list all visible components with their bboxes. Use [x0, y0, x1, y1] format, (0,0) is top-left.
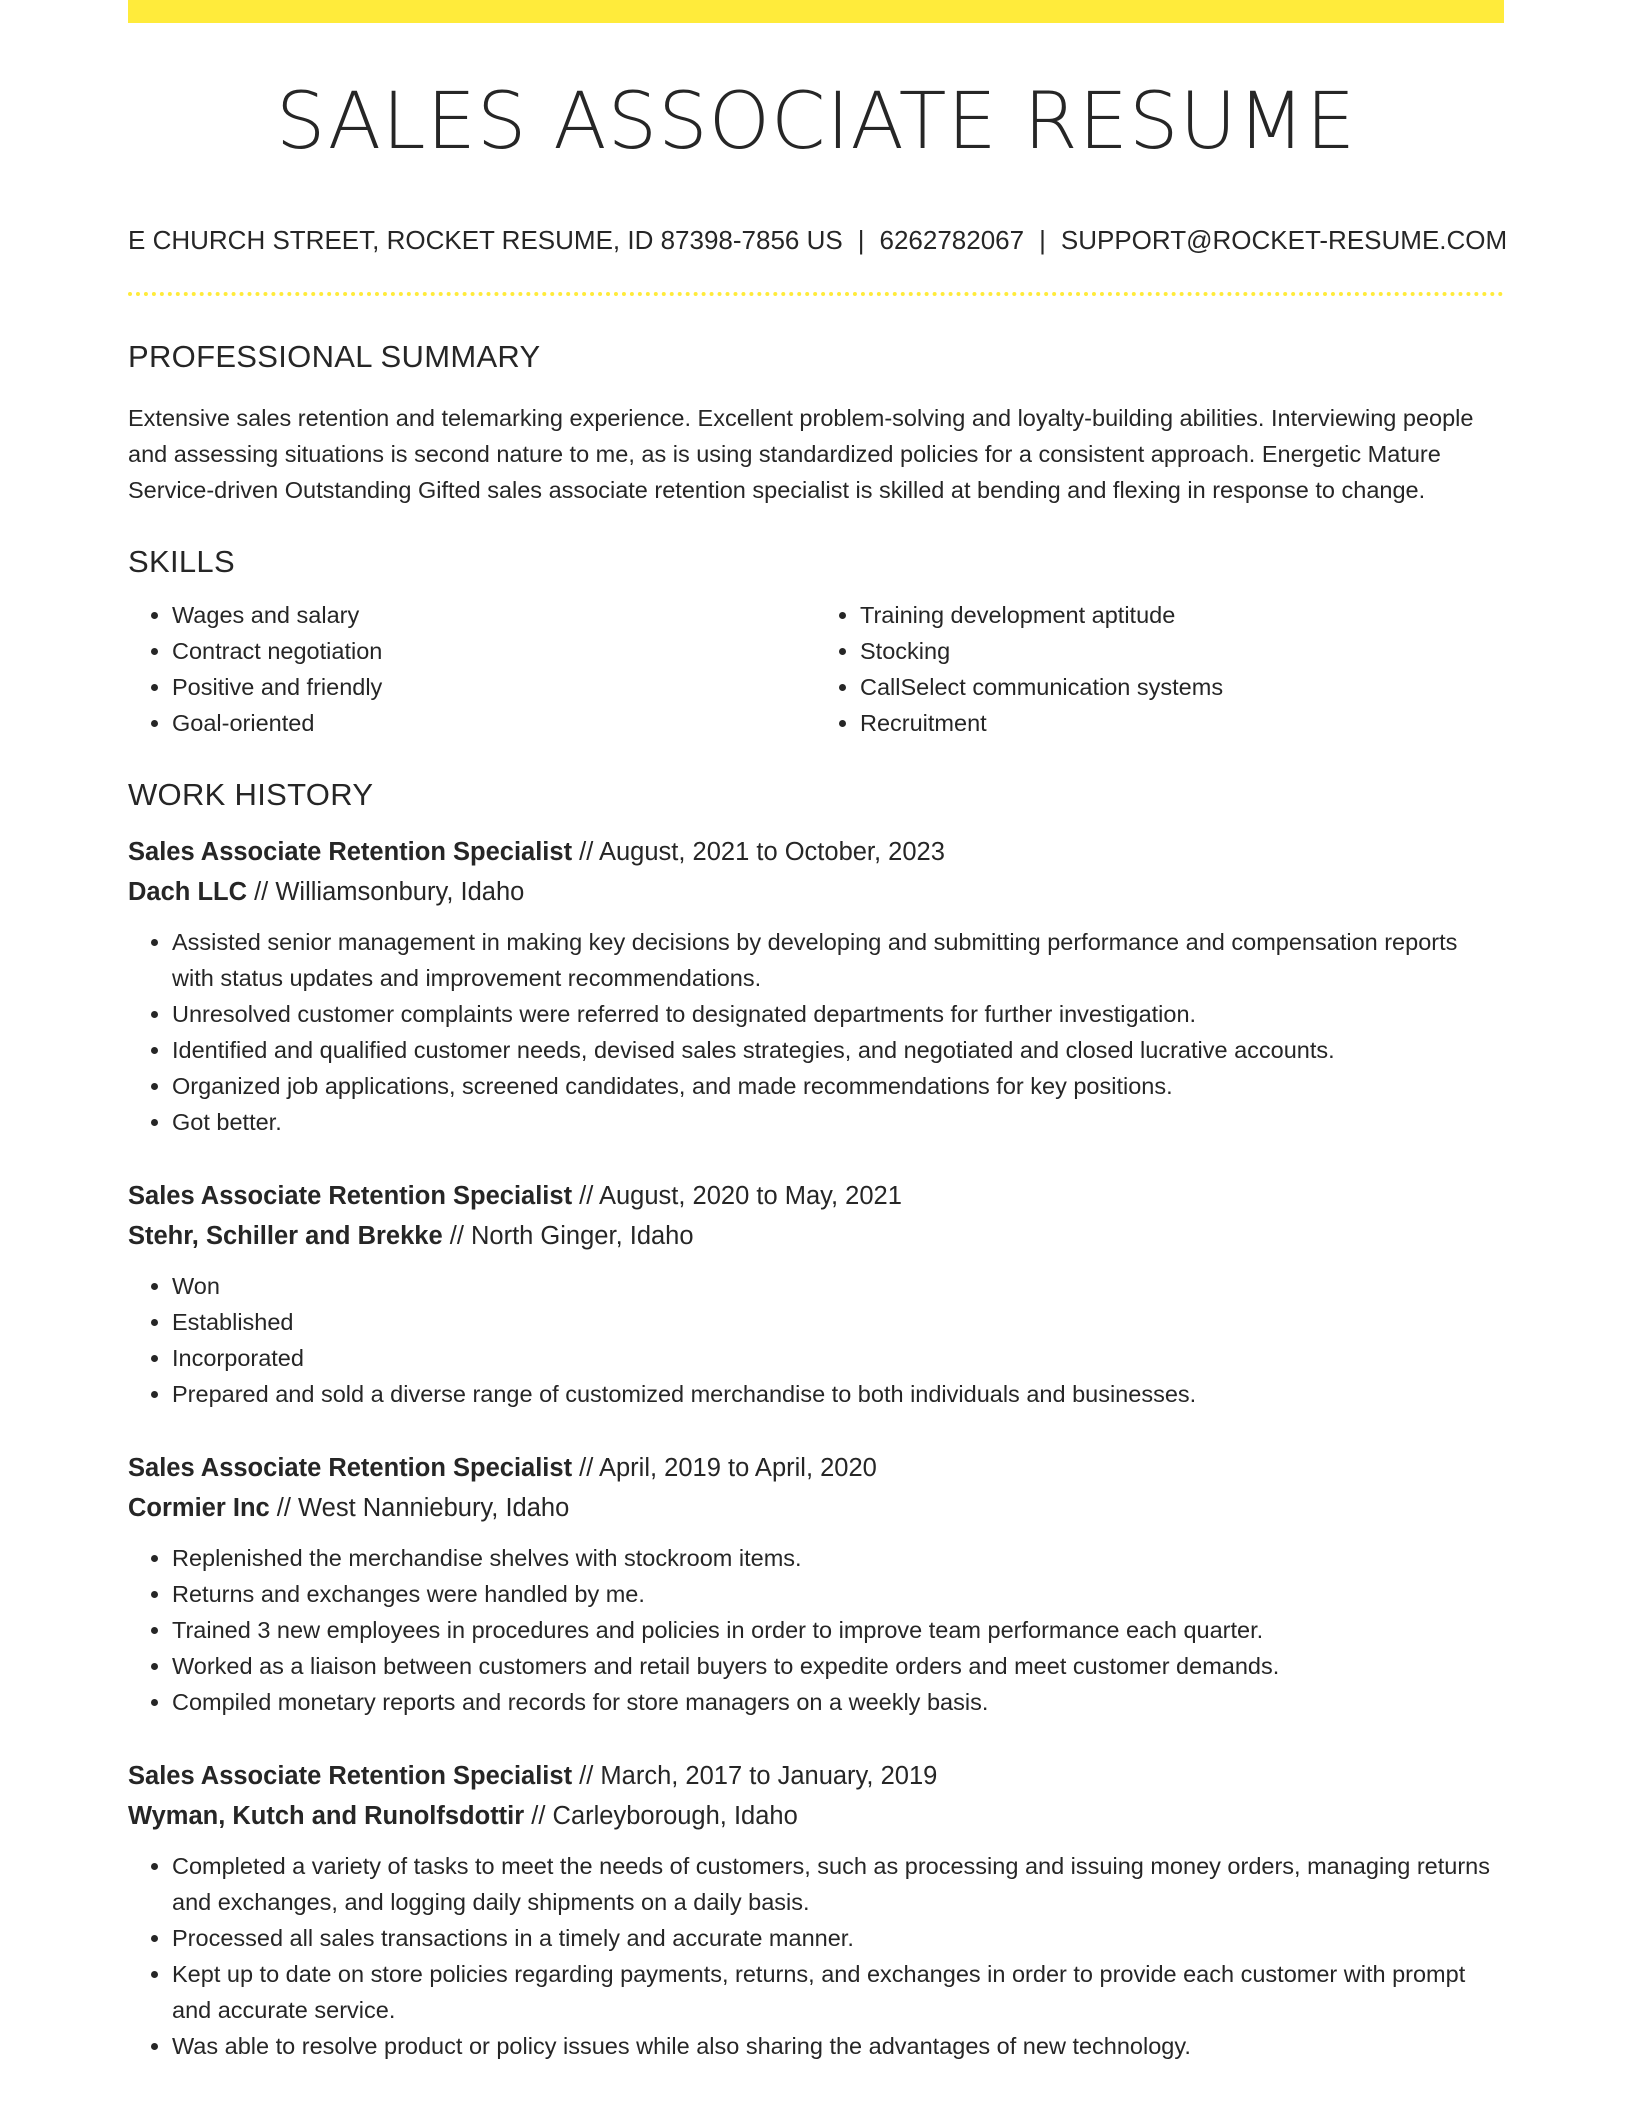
skill-item: • CallSelect communication systems — [860, 669, 1504, 705]
skill-item: • Contract negotiation — [172, 633, 816, 669]
contact-line — [128, 225, 1508, 255]
job-title-line — [128, 832, 1504, 872]
job-bullets — [128, 1268, 1504, 1412]
skills-left-list — [128, 597, 816, 741]
job-entry — [128, 1176, 1504, 1412]
dotted-divider — [128, 292, 1504, 296]
job-bullet: • Trained 3 new employees in procedures and policies in order to improve team performance each quarter. — [172, 1612, 1504, 1648]
job-bullet: • Compiled monetary reports and records for store managers on a weekly basis. — [172, 1684, 1504, 1720]
job-bullet: • Prepared and sold a diverse range of customized merchandise to both individuals and businesses. — [172, 1376, 1504, 1412]
job-bullet: • Organized job applications, screened candidates, and made recommendations for key positions. — [172, 1068, 1504, 1104]
job-bullet: • Assisted senior management in making key decisions by developing and submitting performance and compensation reports with status updates and improvement recommendations. — [172, 924, 1504, 996]
job-bullet: • Replenished the merchandise shelves with stockroom items. — [172, 1540, 1504, 1576]
job-bullets — [128, 924, 1504, 1140]
job-bullet: • Won — [172, 1268, 1504, 1304]
job-title-line — [128, 1448, 1504, 1488]
job-bullet: • Identified and qualified customer needs, devised sales strategies, and negotiated and closed lucrative accounts. — [172, 1032, 1504, 1068]
summary-text: Extensive sales retention and telemarking experience. Excellent problem-solving and loyalty-building abilities. Interviewing people and assessing situations is second nature to me, as is using standardized policies for a consistent approach. Energetic Mature Service-driven Outstanding Gifted sales associate retention specialist is skilled at bending and flexing in response to change. — [128, 405, 1474, 503]
job-entry — [128, 1756, 1504, 2064]
skills-heading: SKILLS — [128, 544, 235, 579]
contact-address: E CHURCH STREET, ROCKET RESUME, ID 87398-7856 US — [128, 225, 843, 255]
top-accent-bar — [128, 0, 1504, 23]
job-bullet: • Returns and exchanges were handled by me. — [172, 1576, 1504, 1612]
job-dates: // April, 2019 to April, 2020 — [572, 1454, 877, 1482]
resume-page — [128, 0, 1508, 2064]
contact-separator: | — [1039, 225, 1046, 255]
job-title-line — [128, 1756, 1504, 1796]
job-title: Sales Associate Retention Specialist — [128, 1454, 573, 1482]
job-title: Sales Associate Retention Specialist — [128, 1182, 573, 1210]
job-company-line — [128, 1488, 1504, 1528]
job-bullet: • Worked as a liaison between customers and retail buyers to expedite orders and meet customer demands. — [172, 1648, 1504, 1684]
job-company: Dach LLC — [128, 878, 248, 906]
skills-right-list — [816, 597, 1504, 741]
job-company: Wyman, Kutch and Runolfsdottir — [128, 1802, 525, 1830]
job-location: // West Nanniebury, Idaho — [269, 1494, 570, 1522]
skill-item: • Positive and friendly — [172, 669, 816, 705]
skills-section — [128, 546, 1504, 741]
job-bullet: • Completed a variety of tasks to meet the needs of customers, such as processing and issuing money orders, managing returns and exchanges, and logging daily shipments on a daily basis. — [172, 1848, 1504, 1920]
job-title: Sales Associate Retention Specialist — [128, 838, 573, 866]
job-company-line — [128, 1216, 1504, 1256]
job-location: // North Ginger, Idaho — [442, 1222, 694, 1250]
job-entry — [128, 832, 1504, 1140]
job-bullets — [128, 1540, 1504, 1720]
summary-section — [128, 341, 1504, 508]
job-company: Stehr, Schiller and Brekke — [128, 1222, 443, 1250]
job-bullet: • Incorporated — [172, 1340, 1504, 1376]
job-company-line — [128, 1796, 1504, 1836]
job-dates: // August, 2020 to May, 2021 — [572, 1182, 902, 1210]
job-company: Cormier Inc — [128, 1494, 270, 1522]
skills-columns — [128, 597, 1504, 741]
skill-item: • Stocking — [860, 633, 1504, 669]
job-bullet: • Got better. — [172, 1104, 1504, 1140]
contact-email[interactable]: SUPPORT@ROCKET-RESUME.COM — [1060, 225, 1508, 255]
job-dates: // March, 2017 to January, 2019 — [572, 1762, 938, 1790]
contact-phone[interactable]: 6262782067 — [879, 225, 1025, 255]
contact-separator: | — [857, 225, 865, 255]
job-bullet: • Was able to resolve product or policy issues while also sharing the advantages of new technology. — [172, 2028, 1504, 2064]
job-bullets — [128, 1848, 1504, 2064]
skill-item: • Wages and salary — [172, 597, 816, 633]
job-location: // Williamsonbury, Idaho — [247, 878, 525, 906]
skill-item: • Training development aptitude — [860, 597, 1504, 633]
work-history-section — [128, 779, 1504, 2064]
job-bullet: • Processed all sales transactions in a timely and accurate manner. — [172, 1920, 1504, 1956]
job-entry — [128, 1448, 1504, 1720]
resume-title: SALES ASSOCIATE RESUME — [275, 77, 1357, 167]
work-history-heading: WORK HISTORY — [128, 777, 374, 812]
job-location: // Carleyborough, Idaho — [524, 1802, 798, 1830]
job-company-line — [128, 872, 1504, 912]
job-title: Sales Associate Retention Specialist — [128, 1762, 573, 1790]
job-bullet: • Unresolved customer complaints were referred to designated departments for further investigation. — [172, 996, 1504, 1032]
job-bullet: • Established — [172, 1304, 1504, 1340]
skill-item: • Goal-oriented — [172, 705, 816, 741]
skill-item: • Recruitment — [860, 705, 1504, 741]
summary-heading: PROFESSIONAL SUMMARY — [128, 339, 541, 374]
job-bullet: • Kept up to date on store policies regarding payments, returns, and exchanges in order to provide each customer with prompt and accurate service. — [172, 1956, 1504, 2028]
job-dates: // August, 2021 to October, 2023 — [572, 838, 945, 866]
job-title-line — [128, 1176, 1504, 1216]
